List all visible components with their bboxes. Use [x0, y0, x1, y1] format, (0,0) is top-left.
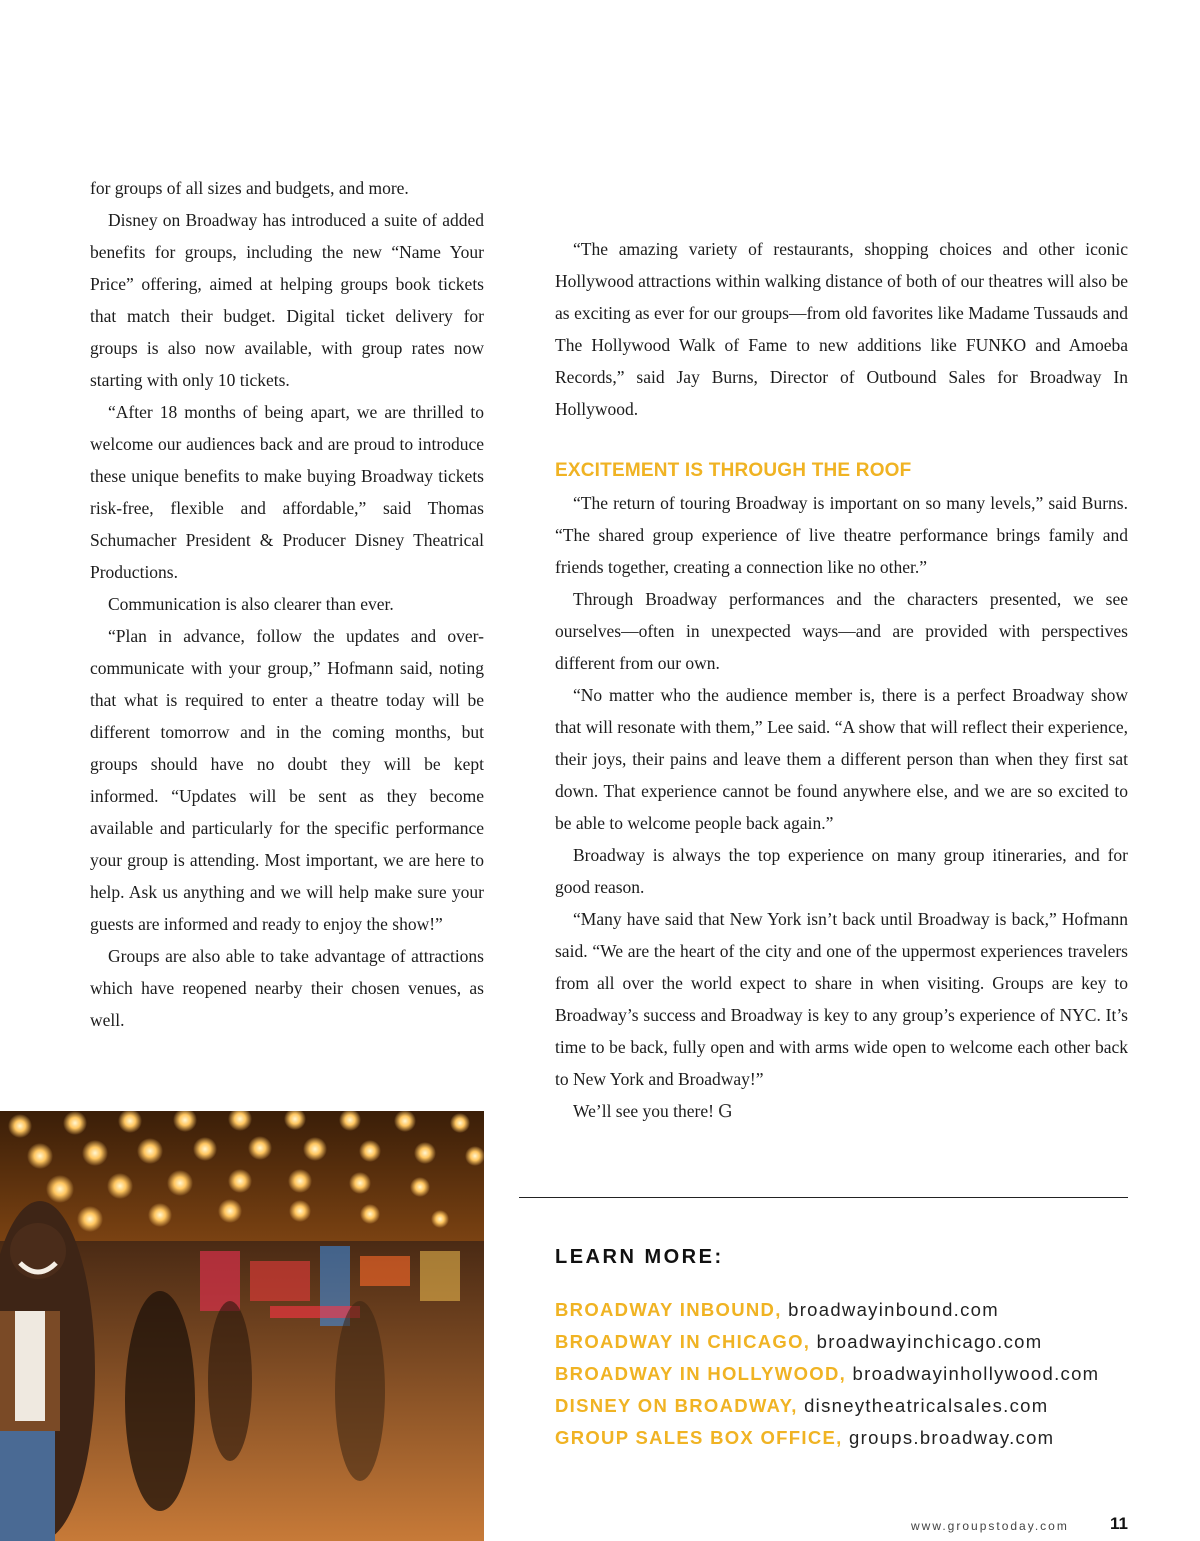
- body-paragraph: “The return of touring Broadway is important on so many levels,” said Burns. “The shared group experience of live theatre performance brings family and friends together, creating a connection like no other.”: [555, 493, 1128, 577]
- end-mark-icon: G: [717, 1101, 733, 1122]
- learn-more-link[interactable]: broadwayinbound.com: [788, 1299, 999, 1320]
- body-paragraph: for groups of all sizes and budgets, and more.: [90, 178, 409, 198]
- body-paragraph: “Plan in advance, follow the updates and over-communicate with your group,” Hofmann said, noting that what is required to enter a theatre today will be different tomorrow and in the coming months, but groups should have no doubt they will be kept informed. “Updates will be sent as they become available and particularly for the specific performance your group is attending. Most important, we are here to help. Ask us anything and we will help make sure your guests are informed and ready to enjoy the show!”: [90, 626, 484, 934]
- learn-more-link[interactable]: broadwayinchicago.com: [816, 1331, 1043, 1352]
- learn-more-link[interactable]: groups.broadway.com: [849, 1427, 1055, 1448]
- body-paragraph: “No matter who the audience member is, there is a perfect Broadway show that will resonate with them,” Lee said. “A show that will reflect their experience, their joys, their pains and leave them a different person than when they first sat down. That experience cannot be found anywhere else, and we are so excited to be able to welcome people back again.”: [555, 685, 1128, 833]
- left-article-column: [90, 172, 484, 1036]
- learn-more-title: LEARN MORE:: [555, 1246, 724, 1268]
- learn-more-item: [555, 1390, 1155, 1422]
- learn-more-box: [555, 1240, 1155, 1454]
- section-heading: EXCITEMENT IS THROUGH THE ROOF: [555, 460, 912, 481]
- body-paragraph: “Many have said that New York isn’t back until Broadway is back,” Hofmann said. “We are the heart of the city and one of the uppermost experiences travelers from all over the world expect to share in when visiting. Groups are key to Broadway’s success and Broadway is key to any group’s experience of NYC. It’s time to be back, fully open and with arms wide open to welcome each other back to New York and Broadway!”: [555, 909, 1128, 1089]
- body-paragraph: Broadway is always the top experience on many group itineraries, and for good reason.: [555, 845, 1128, 897]
- learn-more-item: [555, 1294, 1155, 1326]
- closing-line: [555, 1095, 1128, 1128]
- body-paragraph: Communication is also clearer than ever.: [108, 594, 394, 614]
- learn-more-item: [555, 1326, 1155, 1358]
- body-paragraph: “The amazing variety of restaurants, shopping choices and other iconic Hollywood attractions within walking distance of both of our theatres will also be as exciting as ever for our groups—from old favorites like Madame Tussauds and The Hollywood Walk of Fame to new additions like FUNKO and Amoeba Records,” said Jay Burns, Director of Outbound Sales for Broadway In Hollywood.: [555, 239, 1128, 419]
- learn-more-item: [555, 1358, 1155, 1390]
- learn-more-name: BROADWAY IN HOLLYWOOD,: [555, 1363, 847, 1384]
- learn-more-item: [555, 1422, 1155, 1454]
- footer-website-link[interactable]: www.groupstoday.com: [911, 1519, 1069, 1533]
- learn-more-name: BROADWAY IN CHICAGO,: [555, 1331, 811, 1352]
- learn-more-link[interactable]: broadwayinhollywood.com: [852, 1363, 1100, 1384]
- body-paragraph: Disney on Broadway has introduced a suite of added benefits for groups, including the new “Name Your Price” offering, aimed at helping groups book tickets that match their budget. Digital ticket delivery for groups is also now available, with group rates now starting with only 10 tickets.: [90, 210, 484, 390]
- right-article-column: [555, 233, 1128, 1128]
- page-number: 11: [1110, 1514, 1128, 1533]
- learn-more-name: DISNEY ON BROADWAY,: [555, 1395, 798, 1416]
- body-paragraph: Groups are also able to take advantage of attractions which have reopened nearby their chosen venues, as well.: [90, 946, 484, 1030]
- broadway-marquee-photo: [0, 1111, 484, 1541]
- body-paragraph: “After 18 months of being apart, we are thrilled to welcome our audiences back and are proud to introduce these unique benefits to make buying Broadway tickets risk-free, flexible and affordable,” said Thomas Schumacher President & Producer Disney Theatrical Productions.: [90, 402, 484, 582]
- learn-more-link[interactable]: disneytheatricalsales.com: [804, 1395, 1049, 1416]
- closing-text: We’ll see you there!: [573, 1101, 714, 1121]
- body-paragraph: Through Broadway performances and the characters presented, we see ourselves—often in unexpected ways—and are provided with perspectives different from our own.: [555, 589, 1128, 673]
- section-divider: [519, 1197, 1128, 1198]
- learn-more-name: BROADWAY INBOUND,: [555, 1299, 782, 1320]
- learn-more-name: GROUP SALES BOX OFFICE,: [555, 1427, 843, 1448]
